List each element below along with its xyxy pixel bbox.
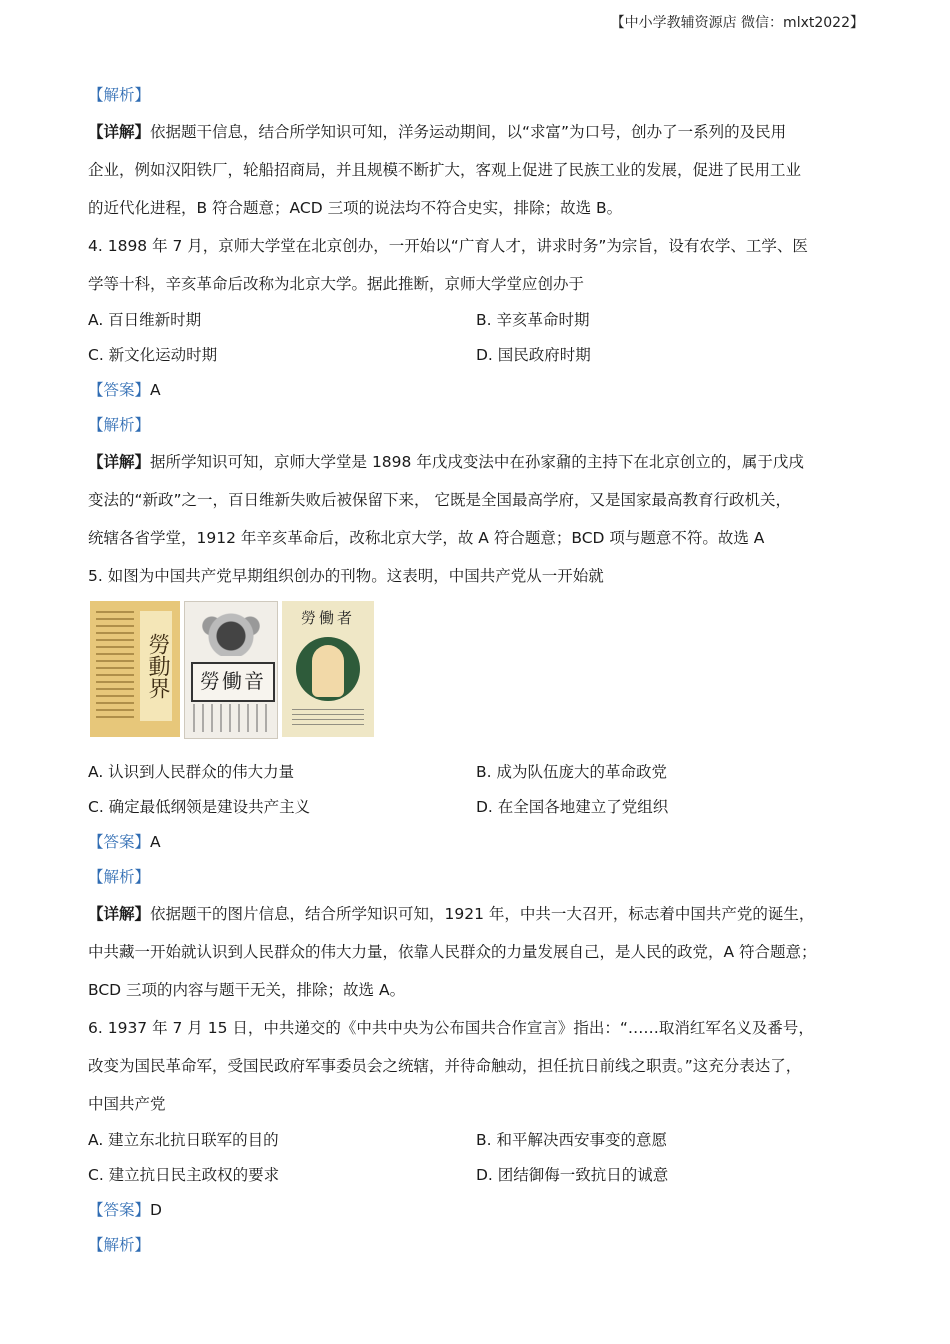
q3-detail-line-2: 企业，例如汉阳铁厂，轮船招商局，并且规模不断扩大，客观上促进了民族工业的发展，促进了民用工业	[88, 161, 802, 179]
q6-stem-line-3: 中国共产党	[88, 1095, 166, 1113]
q5-stem: 5. 如图为中国共产党早期组织创办的刊物。这表明，中国共产党从一开始就	[88, 567, 604, 585]
q4-detail-line-2: 变法的“新政”之一，百日维新失败后被保留下来， 它既是全国最高学府，又是国家最高教育行政机关，	[88, 491, 791, 509]
q3-detail-line-1: 【详解】依据题干信息，结合所学知识可知，洋务运动期间，以“求富”为口号，创办了一系列的及民用	[88, 123, 787, 141]
q5-jiexi: 【解析】	[88, 868, 151, 886]
q5-options-row-2	[88, 790, 874, 825]
publication-cover-1	[90, 601, 180, 737]
q6-option-a: A. 建立东北抗日联军的目的	[88, 1131, 279, 1149]
q5-option-d: D. 在全国各地建立了党组织	[476, 798, 669, 816]
q6-jiexi: 【解析】	[88, 1236, 151, 1254]
q4-option-c: C. 新文化运动时期	[88, 346, 218, 364]
q6-option-d: D. 团结御侮一致抗日的诚意	[476, 1166, 669, 1184]
q5-option-b: B. 成为队伍庞大的革命政党	[476, 763, 667, 781]
cover-1-title: 勞動界	[140, 611, 172, 721]
q4-options-row-1	[88, 303, 874, 338]
q3-jiexi: 【解析】	[88, 86, 151, 104]
q4-options-row-2	[88, 338, 874, 373]
q6-options-row-1	[88, 1123, 874, 1158]
cover-3-title: 勞働者	[300, 609, 355, 627]
q5-detail-line-1: 【详解】依据题干的图片信息，结合所学知识可知，1921 年，中共一大召开，标志着中国共产党的诞生，	[88, 905, 815, 923]
q6-stem-line-2: 改变为国民革命军，受国民政府军事委员会之统辖，并待命触动，担任抗日前线之职责。”这充分表达了，	[88, 1057, 802, 1075]
q5-answer: 【答案】A	[88, 833, 161, 851]
q4-option-b: B. 辛亥革命时期	[476, 311, 590, 329]
q6-options-row-2	[88, 1158, 874, 1193]
q4-detail-line-3: 统辖各省学堂，1912 年辛亥革命后，改称北京大学，故 A 符合题意；BCD 项与题意不符。故选 A	[88, 529, 765, 547]
publication-cover-2	[184, 601, 278, 739]
q4-option-d: D. 国民政府时期	[476, 346, 591, 364]
q4-stem-line-1: 4. 1898 年 7 月，京师大学堂在北京创办，一开始以“广育人才，讲求时务”为宗旨，设有农学、工学、医	[88, 237, 808, 255]
q4-stem-line-2: 学等十科，辛亥革命后改称为北京大学。据此推断，京师大学堂应创办于	[88, 275, 585, 293]
q5-detail-line-3: BCD 三项的内容与题干无关，排除；故选 A。	[88, 981, 406, 999]
document-body	[88, 78, 874, 1263]
q5-detail-line-2: 中共藏一开始就认识到人民群众的伟大力量，依靠人民群众的力量发展自己，是人民的政党，A 符合题意；	[88, 943, 817, 961]
publication-cover-3	[282, 601, 374, 737]
q6-option-c: C. 建立抗日民主政权的要求	[88, 1166, 280, 1184]
q5-publication-figure	[90, 601, 874, 737]
q6-option-b: B. 和平解决西安事变的意愿	[476, 1131, 667, 1149]
q5-option-c: C. 确定最低纲领是建设共产主义	[88, 798, 311, 816]
page-header: 【中小学教辅资源店 微信：mlxt2022】	[610, 15, 864, 31]
q6-answer: 【答案】D	[88, 1201, 162, 1219]
q4-detail-line-1: 【详解】据所学知识可知，京师大学堂是 1898 年戊戌变法中在孙家鼐的主持下在北京创立的，属于戊戌	[88, 453, 804, 471]
q3-detail-line-3: 的近代化进程，B 符合题意；ACD 三项的说法均不符合史实，排除；故选 B。	[88, 199, 623, 217]
q6-stem-line-1: 6. 1937 年 7 月 15 日，中共递交的《中共中央为公布国共合作宣言》指出：“……取消红军名义及番号，	[88, 1019, 814, 1037]
cover-2-title: 勞働音	[191, 662, 275, 702]
q4-option-a: A. 百日维新时期	[88, 311, 202, 329]
q4-answer: 【答案】A	[88, 381, 161, 399]
q4-jiexi: 【解析】	[88, 416, 151, 434]
q5-option-a: A. 认识到人民群众的伟大力量	[88, 763, 295, 781]
q5-options-row-1	[88, 755, 874, 790]
